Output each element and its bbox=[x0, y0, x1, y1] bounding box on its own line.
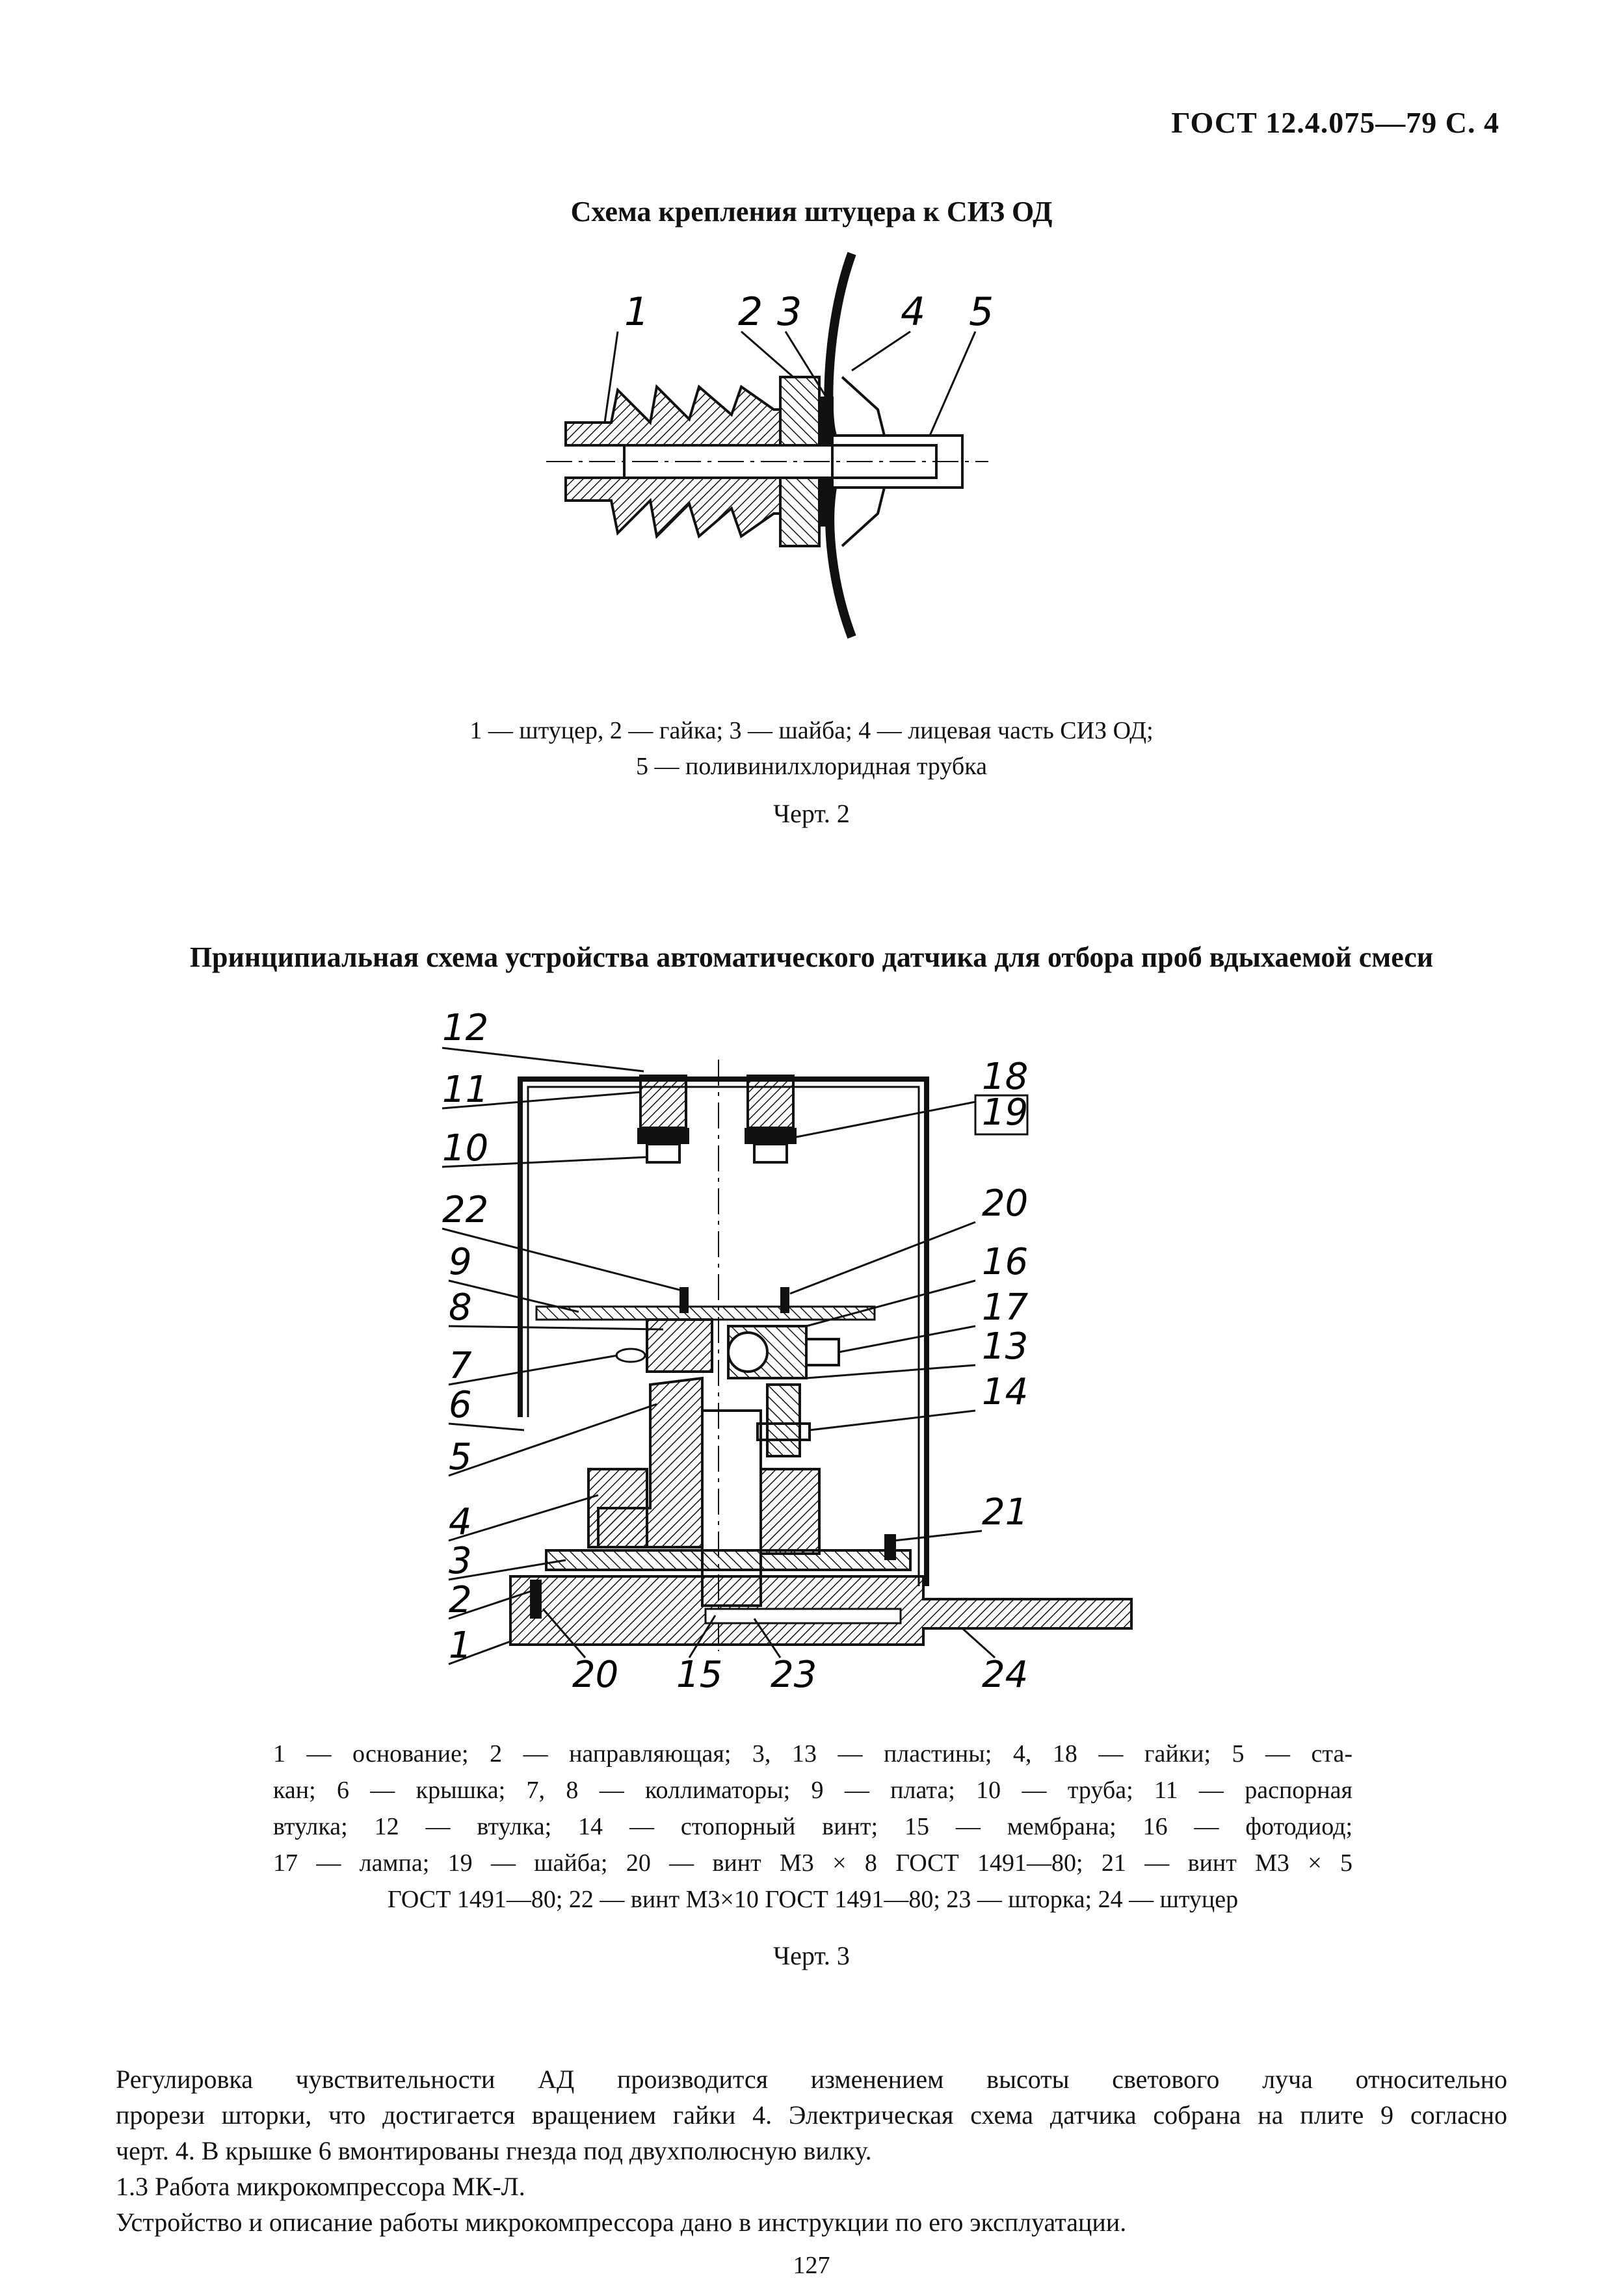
fig3-label-14: 14 bbox=[982, 1371, 1029, 1413]
fig3-legend-line-4: 17 — лампа; 19 — шайба; 20 — винт М3 × 8 ГОСТ 1491—80; 21 — винт М3 × 5 bbox=[273, 1849, 1352, 1877]
body-paragraph-line-2: прорези шторки, что достигается вращением гайки 4. Электрическая схема датчика собрана на плите 9 согласно bbox=[116, 2100, 1507, 2130]
fig3-label-15: 15 bbox=[676, 1654, 723, 1696]
body-paragraph-line-1: Регулировка чувствительности АД производится изменением высоты светового луча относительно bbox=[116, 2065, 1507, 2094]
fig3-label-22: 22 bbox=[442, 1189, 489, 1231]
fig2-label-3: 3 bbox=[777, 289, 802, 335]
body-last-line: Устройство и описание работы микрокомпрессора дано в инструкции по его эксплуатации. bbox=[116, 2208, 1127, 2237]
fig3-legend-line-3: втулка; 12 — втулка; 14 — стопорный винт; 15 — мембрана; 16 — фотодиод; bbox=[273, 1813, 1352, 1840]
fig3-label-1: 1 bbox=[449, 1624, 472, 1667]
fig3-label-18: 18 bbox=[982, 1056, 1029, 1098]
fig3-label-4: 4 bbox=[449, 1501, 472, 1543]
fig2-label-1: 1 bbox=[624, 289, 650, 335]
fig2-label-4: 4 bbox=[901, 289, 926, 335]
fig3-label-16: 16 bbox=[982, 1241, 1029, 1283]
fig3-legend-line-1: 1 — основание; 2 — направляющая; 3, 13 — пластины; 4, 18 — гайки; 5 — ста- bbox=[273, 1740, 1352, 1768]
fig3-label-12: 12 bbox=[442, 1007, 489, 1049]
fig2-title: Схема крепления штуцера к СИЗ ОД bbox=[570, 196, 1053, 228]
fig3-label-20b: 20 bbox=[572, 1654, 619, 1696]
fig3-label-6: 6 bbox=[449, 1384, 472, 1426]
fig3-label-8: 8 bbox=[449, 1286, 472, 1329]
fig3-legend-line-2: кан; 6 — крышка; 7, 8 — коллиматоры; 9 — плата; 10 — труба; 11 — распорная bbox=[273, 1777, 1352, 1804]
fig3-label-20: 20 bbox=[982, 1182, 1029, 1225]
fig2-label-5: 5 bbox=[969, 289, 994, 335]
fig3-label-9: 9 bbox=[449, 1241, 472, 1283]
page-header: ГОСТ 12.4.075—79 С. 4 bbox=[1171, 106, 1499, 139]
page-number: 127 bbox=[793, 2252, 830, 2279]
fig3-legend-line-5: ГОСТ 1491—80; 22 — винт М3×10 ГОСТ 1491—80; 23 — шторка; 24 — штуцер bbox=[387, 1886, 1239, 1913]
fig3-label-23: 23 bbox=[771, 1654, 817, 1696]
fig3-label-5: 5 bbox=[449, 1436, 472, 1478]
fig3-label-7: 7 bbox=[449, 1345, 472, 1387]
body-paragraph-line-3: черт. 4. В крышке 6 вмонтированы гнезда под двухполюсную вилку. bbox=[116, 2136, 872, 2165]
fig3-label-17: 17 bbox=[982, 1286, 1029, 1329]
fig2-legend-line-2: 5 — поливинилхлоридная трубка bbox=[635, 753, 987, 780]
fig3-label-11: 11 bbox=[442, 1069, 489, 1111]
fig3-label-19: 19 bbox=[982, 1091, 1029, 1134]
fig3-label-10: 10 bbox=[442, 1127, 489, 1169]
fig3-title: Принципиальная схема устройства автоматического датчика для отбора проб вдыхаемой смеси bbox=[189, 941, 1434, 973]
fig3-label-2: 2 bbox=[449, 1579, 472, 1621]
fig3-label-3: 3 bbox=[449, 1540, 472, 1582]
fig3-label-13: 13 bbox=[982, 1325, 1029, 1368]
fig2-legend-line-1: 1 — штуцер, 2 — гайка; 3 — шайба; 4 — лицевая часть СИЗ ОД; bbox=[469, 717, 1154, 744]
fig3-label-21: 21 bbox=[982, 1491, 1029, 1533]
fig3-caption: Черт. 3 bbox=[773, 1941, 850, 1970]
fig2-label-2: 2 bbox=[738, 289, 763, 335]
fig2-drawing bbox=[520, 247, 1014, 663]
fig3-drawing bbox=[416, 1001, 1183, 1716]
fig2-caption: Черт. 2 bbox=[773, 799, 850, 828]
fig3-label-24: 24 bbox=[982, 1654, 1029, 1696]
section-1-3: 1.3 Работа микрокомпрессора МК-Л. bbox=[116, 2172, 525, 2201]
